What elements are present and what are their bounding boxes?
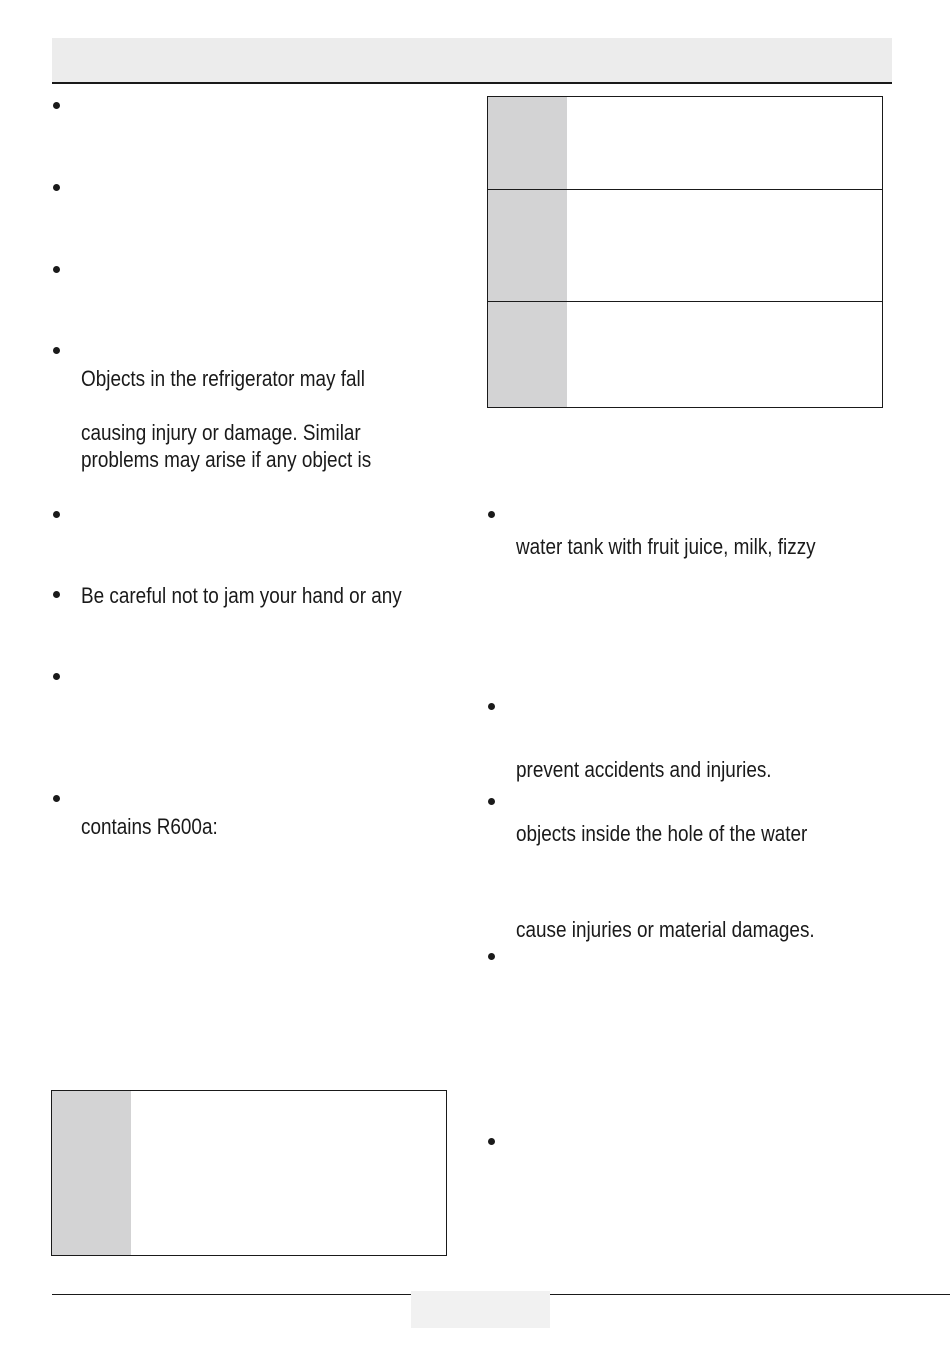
text-objects-inside: objects inside the hole of the water	[516, 821, 808, 846]
bullet-marker	[52, 794, 62, 804]
text-prevent-accidents: prevent accidents and injuries.	[516, 757, 772, 782]
text-cause-injuries: cause injuries or material damages.	[516, 917, 815, 942]
warning-table-shade	[488, 97, 567, 407]
bullet-marker	[52, 101, 62, 111]
bullet-marker	[487, 952, 497, 962]
bullet-marker	[52, 346, 62, 356]
bullet-marker	[487, 702, 497, 712]
text-problems-arise: problems may arise if any object is	[81, 447, 372, 472]
bullet-marker	[487, 797, 497, 807]
bullet-marker	[52, 590, 62, 600]
bullet-marker	[52, 672, 62, 682]
page-header-bar	[52, 38, 892, 84]
bullet-marker	[52, 265, 62, 275]
footer-page-tab	[411, 1291, 550, 1328]
text-contains-r600a: contains R600a:	[81, 814, 218, 839]
bullet-marker	[52, 510, 62, 520]
bullet-marker	[487, 1137, 497, 1147]
table-row-divider	[488, 189, 882, 190]
text-objects-fall: Objects in the refrigerator may fall	[81, 366, 365, 391]
text-causing-injury: causing injury or damage. Similar	[81, 420, 361, 445]
bullet-marker	[487, 510, 497, 520]
notice-box-left	[51, 1090, 447, 1256]
notice-box-shade	[52, 1091, 131, 1255]
bullet-marker	[52, 183, 62, 193]
text-be-careful: Be careful not to jam your hand or any	[81, 583, 402, 608]
warning-table	[487, 96, 883, 408]
table-row-divider	[488, 301, 882, 302]
text-water-tank: water tank with fruit juice, milk, fizzy	[516, 534, 816, 559]
